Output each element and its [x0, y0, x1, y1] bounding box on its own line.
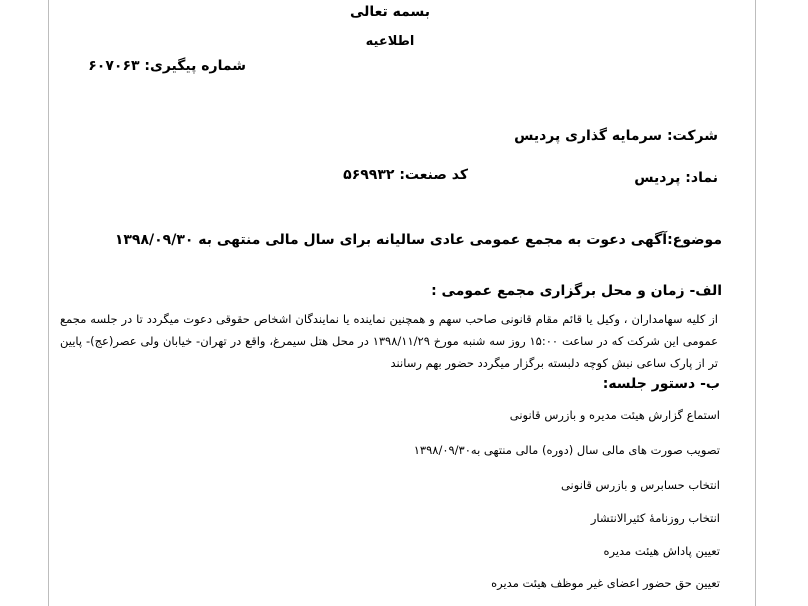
ticker-symbol: نماد: پردیس [634, 170, 718, 186]
bismillah-heading: بسمه تعالی [349, 4, 431, 20]
section-a-heading: الف- زمان و محل برگزاری مجمع عمومی : [431, 283, 722, 299]
page-border-left [48, 0, 49, 606]
agenda-item: تعیین پاداش هیئت مدیره [603, 544, 720, 558]
notice-title: اطلاعیه [365, 34, 415, 49]
agenda-item: انتخاب حسابرس و بازرس قانونی [560, 478, 720, 492]
page-border-right [755, 0, 756, 606]
industry-code: کد صنعت: ۵۶۹۹۳۲ [343, 167, 468, 183]
section-b-heading: ب- دستور جلسه: [602, 376, 720, 392]
meeting-details-paragraph: از کلیه سهامداران ، وکیل یا قائم مقام قانونی صاحب سهم و همچنین نماینده یا نمایندگان اشخاص حقوقی دعوت میگردد تا در جلسه مجمع عمومی این شرکت که در ساعت ۱۵:۰۰ روز سه شنبه مورخ ۱۳۹۸/۱۱/۲۹ در محل هتل سیمرغ، واقع در تهران- خیابان ولی عصر(عج)- پایین تر از پارک ساعی نبش کوچه دلبسته برگزار میگردد حضور بهم رسانند [60, 312, 718, 370]
agenda-item: استماع گزارش هیئت مدیره و بازرس قانونی [509, 408, 720, 422]
agenda-item: تصویب صورت های مالی سال (دوره) مالی منتهی به۱۳۹۸/۰۹/۳۰ [413, 443, 720, 457]
agenda-item: تعیین حق حضور اعضای غیر موظف هیئت مدیره [491, 576, 720, 590]
tracking-number: شماره پیگیری: ۶۰۷۰۶۳ [88, 58, 246, 74]
agenda-item: انتخاب روزنامهٔ کثیرالانتشار [590, 511, 720, 525]
company-name: شرکت: سرمایه گذاری پردیس [514, 128, 718, 144]
subject-line: موضوع:آگهی دعوت به مجمع عمومی عادی سالیانه برای سال مالی منتهی به ۱۳۹۸/۰۹/۳۰ [114, 232, 722, 248]
